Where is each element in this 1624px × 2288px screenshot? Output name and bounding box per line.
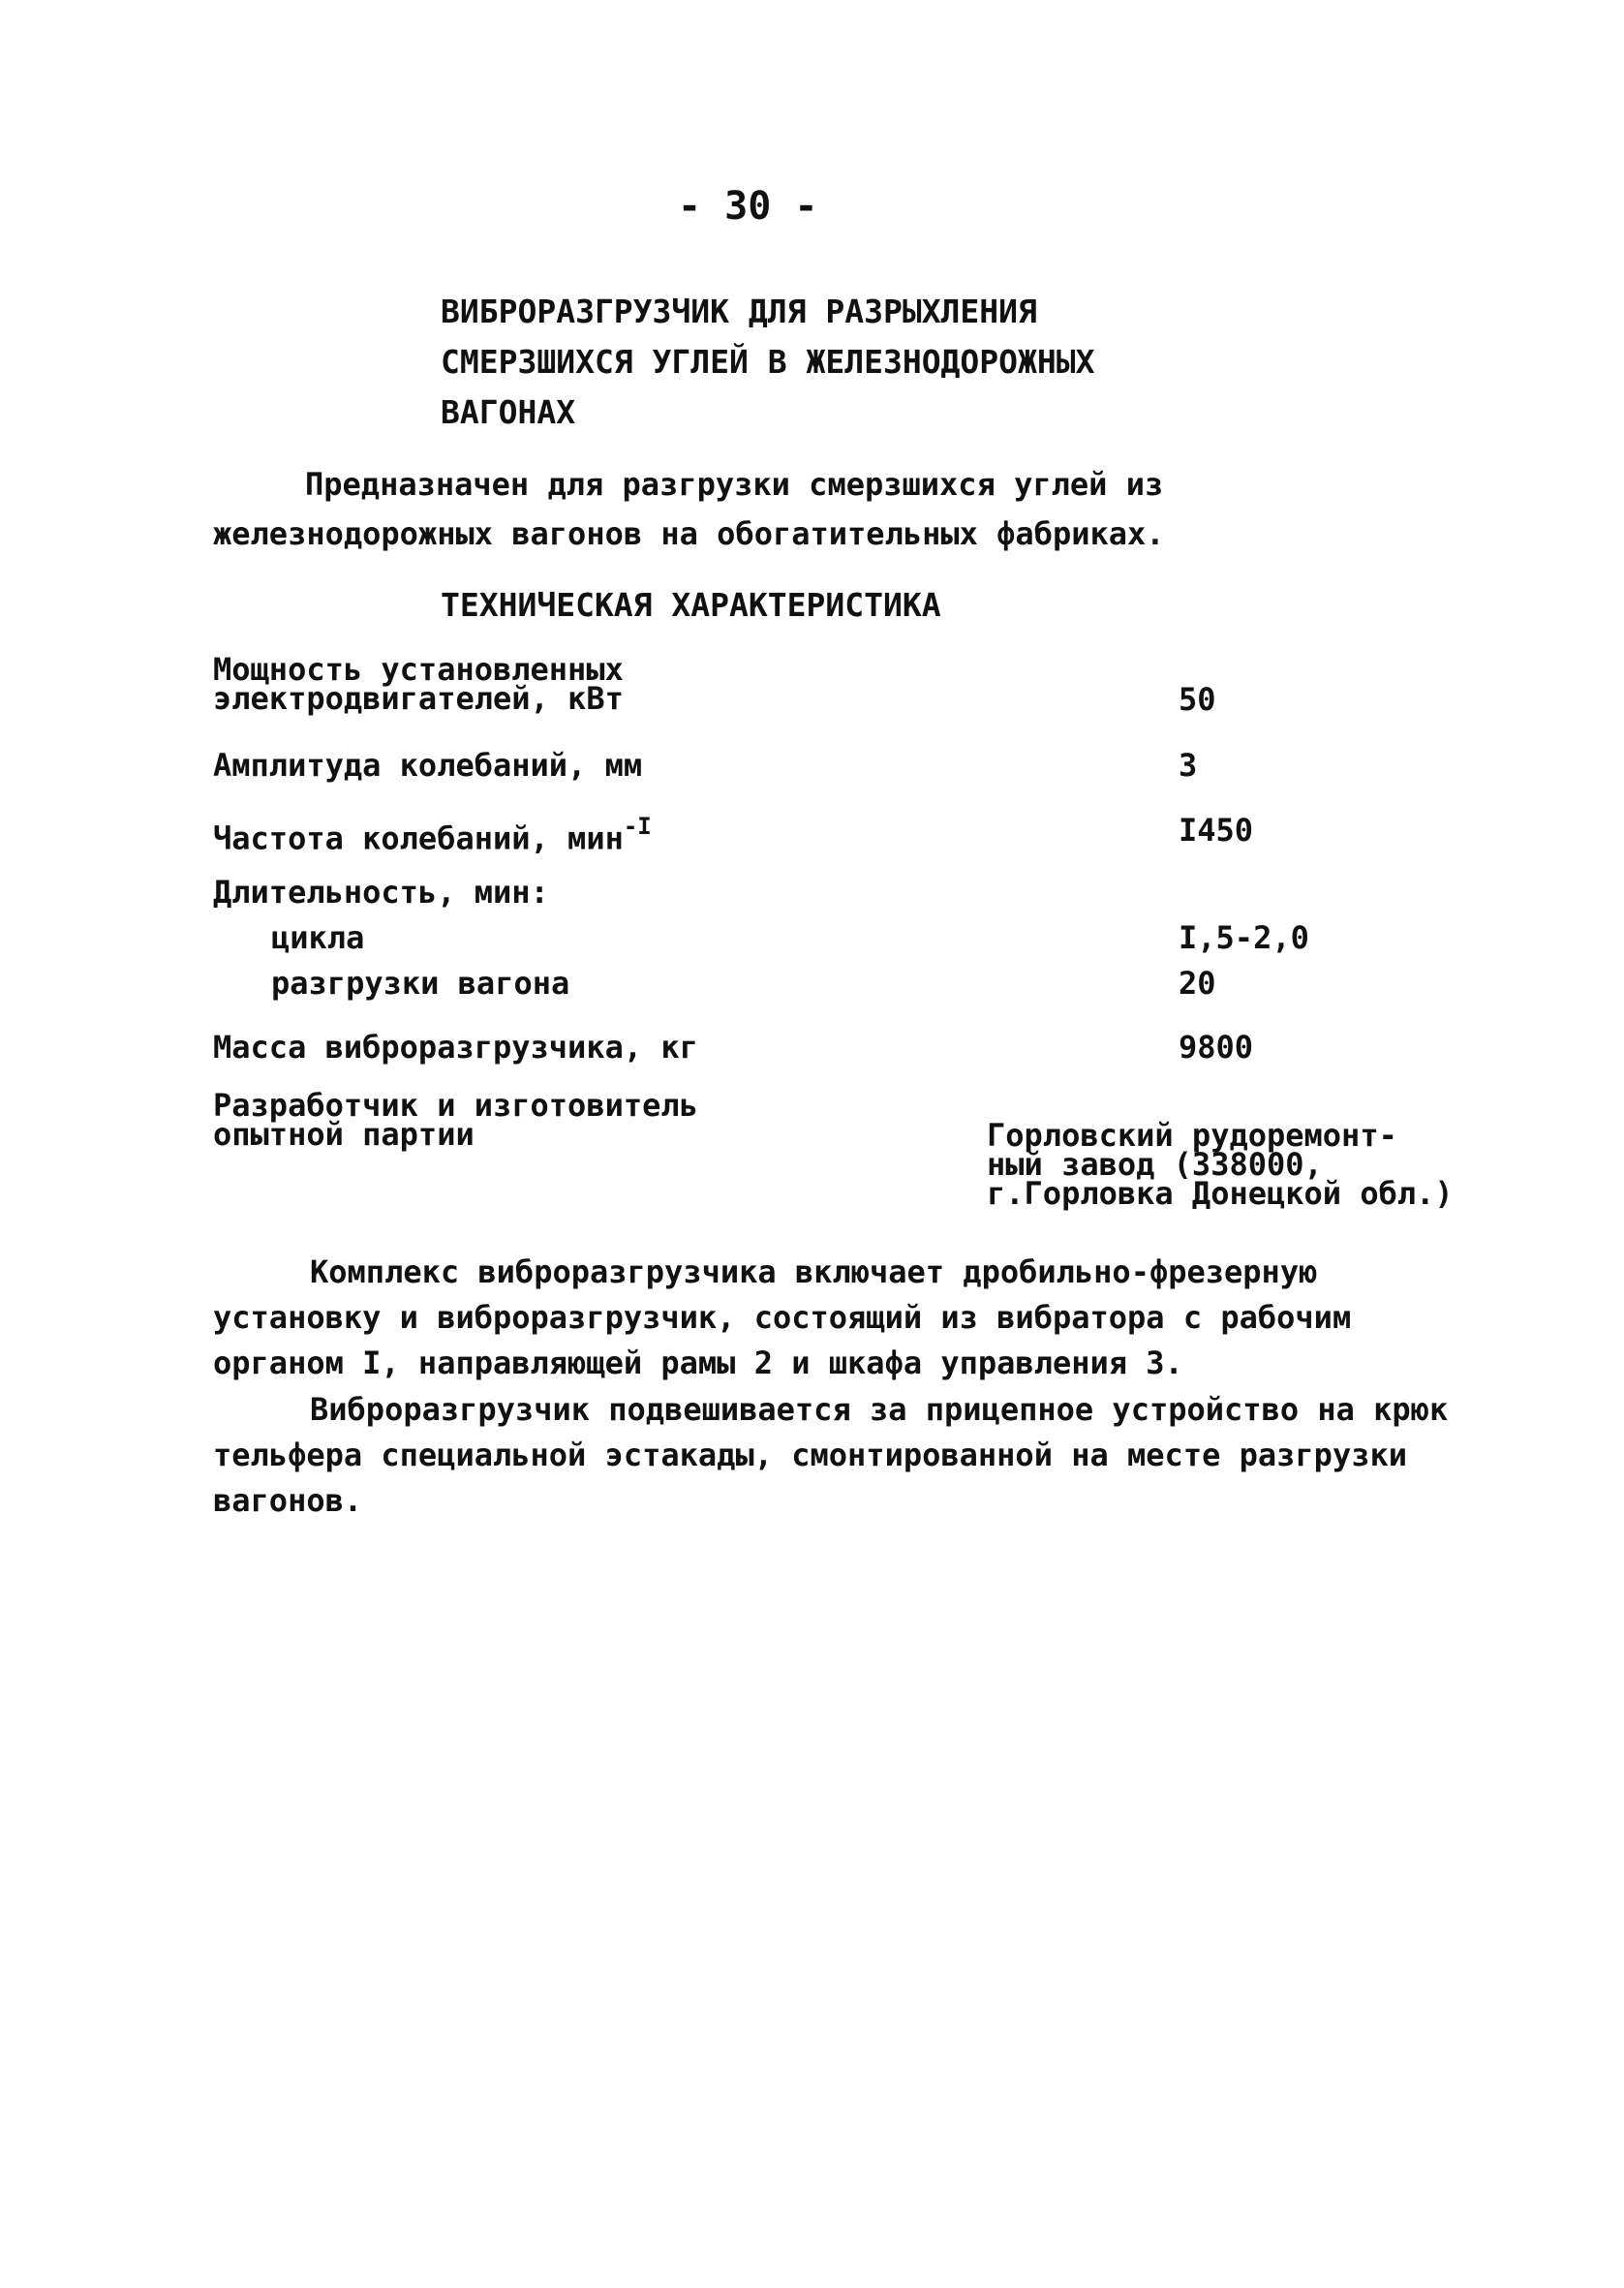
spec-developer-label-line1: Разработчик и изготовитель — [213, 1087, 698, 1124]
spec-developer-value-line1: Горловский рудоремонт- — [987, 1117, 1397, 1154]
spec-frequency-label-sup: -I — [623, 813, 652, 840]
paragraph-kit-text: Комплекс виброразгрузчика включает дробильно-фрезерную установку и виброразгрузчик, состоящий из вибратора с рабочим органом I, направляющей рамы 2 и шкафа управления 3. — [213, 1253, 1352, 1381]
spec-cycle-label: цикла — [271, 919, 365, 956]
spec-cycle-value: I,5-2,0 — [1179, 919, 1309, 956]
spec-wagon-unloading-label: разгрузки вагона — [271, 965, 570, 1002]
spec-developer-value — [987, 1117, 1454, 1212]
title-line: ВАГОНАХ — [441, 393, 576, 431]
paragraph-kit — [213, 1250, 1462, 1386]
intro-text: Предназначен для разгрузки смерзшихся углей из железнодорожных вагонов на обогатительных фабриках. — [213, 466, 1165, 552]
spec-duration-label: Длительность, мин: — [213, 874, 549, 911]
spec-developer-label-line2: опытной партии — [213, 1116, 475, 1153]
spec-power-value: 50 — [1179, 681, 1216, 718]
spec-developer-value-line3: г.Горловка Донецкой обл.) — [987, 1175, 1454, 1212]
title-line: СМЕРЗШИХСЯ УГЛЕЙ В ЖЕЛЕЗНОДОРОЖНЫХ — [441, 343, 1095, 381]
spec-power-label-line2: электродвигателей, кВт — [213, 680, 624, 717]
spec-power-label-line1: Мощность установленных — [213, 651, 624, 688]
paragraph-mount — [213, 1387, 1462, 1524]
spec-frequency-value: I450 — [1179, 812, 1254, 849]
spec-frequency-label — [213, 813, 652, 857]
spec-wagon-unloading-value: 20 — [1179, 965, 1216, 1002]
document-title — [441, 287, 1095, 438]
spec-power-label — [213, 651, 624, 717]
spec-amplitude-label: Амплитуда колебаний, мм — [213, 747, 643, 784]
spec-mass-label: Масса виброразгрузчика, кг — [213, 1029, 698, 1066]
spec-frequency-label-text: Частота колебаний, мин — [213, 819, 624, 857]
spec-developer-label — [213, 1087, 698, 1153]
intro-paragraph — [213, 460, 1443, 559]
specs-heading: ТЕХНИЧЕСКАЯ ХАРАКТЕРИСТИКА — [441, 586, 941, 624]
paragraph-mount-text: Виброразгрузчик подвешивается за прицепное устройство на крюк тельфера специальной эстакады, смонтированной на месте разгрузки вагонов. — [213, 1391, 1449, 1519]
spec-developer-value-line2: ный завод (338000, — [987, 1146, 1323, 1183]
spec-mass-value: 9800 — [1179, 1029, 1254, 1066]
spec-amplitude-value: 3 — [1179, 747, 1198, 784]
title-line: ВИБРОРАЗГРУЗЧИК ДЛЯ РАЗРЫХЛЕНИЯ — [441, 293, 1037, 330]
page-number: - 30 - — [678, 184, 818, 229]
